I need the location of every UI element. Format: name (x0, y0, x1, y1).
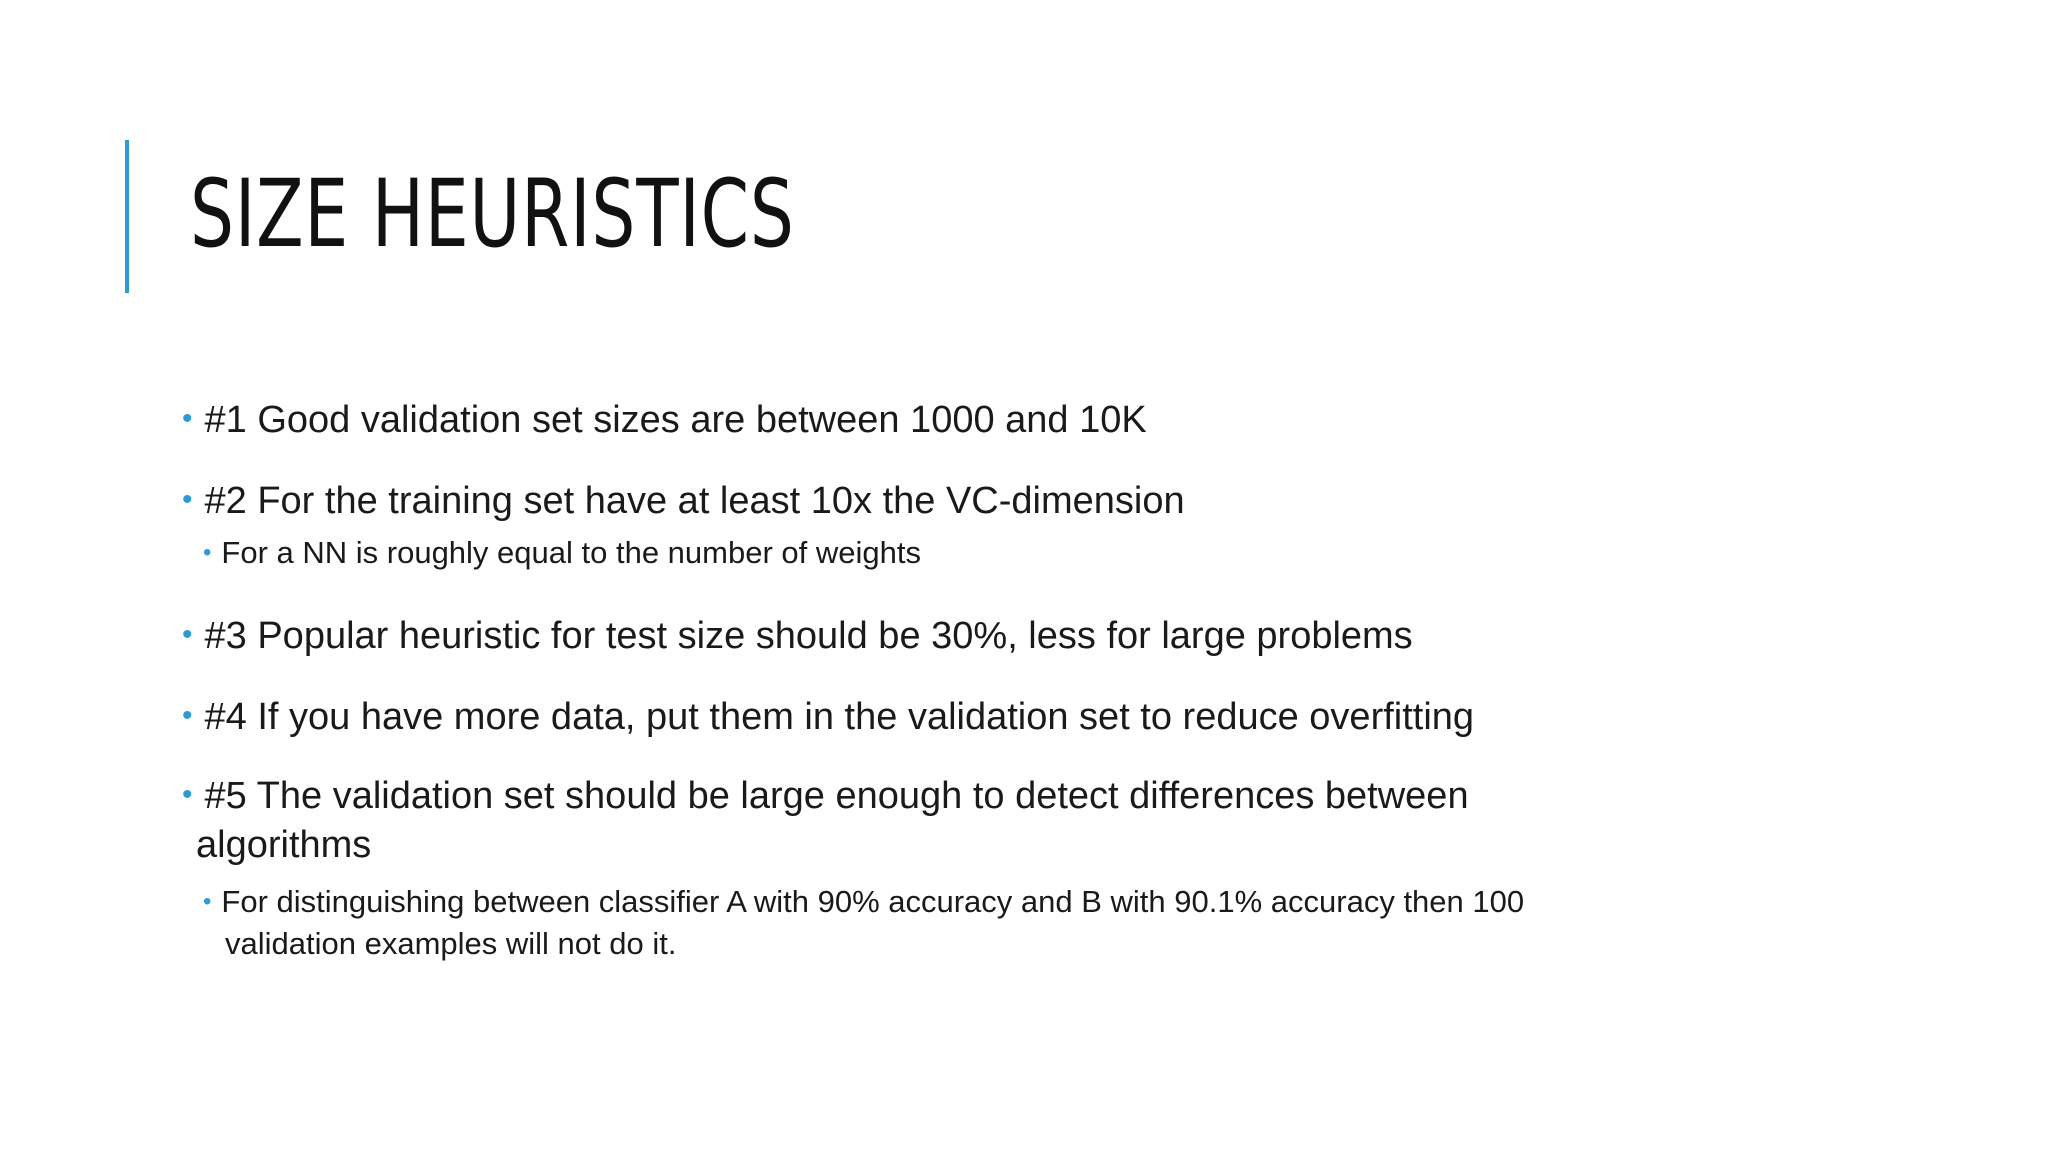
bullet-dot-icon: • (182, 618, 193, 651)
sub-bullet-item-5a (203, 881, 1703, 923)
bullet-text: #1 Good validation set sizes are between 1000 and 10K (204, 399, 1147, 441)
bullet-item-1 (182, 394, 1782, 445)
bullet-dot-icon: • (203, 539, 212, 566)
sub-bullet-text: For distinguishing between classifier A with 90% accuracy and B with 90.1% accuracy then 100 (221, 884, 1525, 919)
bullet-dot-icon: • (182, 778, 193, 811)
sub-bullet-item-2a (203, 532, 1703, 574)
bullet-item-3 (182, 610, 1782, 661)
bullet-item-2 (182, 475, 1782, 526)
bullet-item-5 (182, 770, 1782, 821)
slide-title: SIZE HEURISTICS (190, 160, 795, 269)
bullet-dot-icon: • (182, 483, 193, 516)
bullet-text: #4 If you have more data, put them in the validation set to reduce overfitting (204, 696, 1475, 738)
bullet-item-4 (182, 691, 1782, 742)
bullet-text: #3 Popular heuristic for test size should be 30%, less for large problems (204, 615, 1413, 657)
bullet-dot-icon: • (182, 699, 193, 732)
bullet-item-5-continuation: algorithms (196, 824, 372, 866)
bullet-dot-icon: • (203, 888, 212, 915)
sub-bullet-item-5a-continuation: validation examples will not do it. (225, 926, 677, 961)
bullet-text: #5 The validation set should be large enough to detect differences between (204, 775, 1469, 817)
bullet-dot-icon: • (182, 402, 193, 435)
sub-bullet-text: For a NN is roughly equal to the number of weights (221, 535, 921, 570)
bullet-text: #2 For the training set have at least 10x the VC-dimension (204, 480, 1185, 522)
